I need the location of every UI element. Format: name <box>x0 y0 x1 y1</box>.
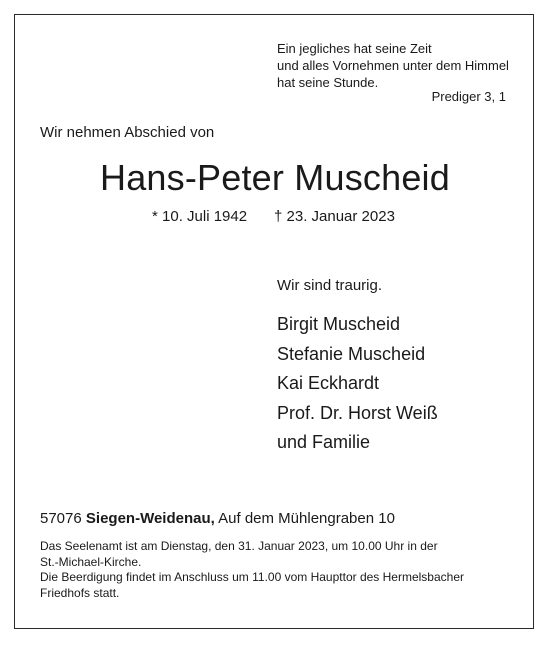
notice-line-3: Die Beerdigung findet im Anschluss um 11.00 vom Haupttor des Hermelsbacher <box>40 570 464 584</box>
mourner-name: Kai Eckhardt <box>277 373 380 393</box>
mourner-name: Birgit Muscheid <box>277 314 401 334</box>
street-address: Auf dem Mühlengraben 10 <box>218 510 395 527</box>
birth-date: * 10. Juli 1942 <box>152 208 248 225</box>
funeral-notice <box>40 539 464 601</box>
intro-text: Wir nehmen Abschied von <box>40 124 215 141</box>
family-address <box>40 510 395 527</box>
quote-line-3: hat seine Stunde. <box>277 75 379 90</box>
mourner-name: und Familie <box>277 432 371 452</box>
quote-line-1: Ein jegliches hat seine Zeit <box>277 41 432 56</box>
bible-quote <box>277 40 509 91</box>
postal-code: 57076 <box>40 510 82 527</box>
notice-line-2: St.-Michael-Kirche. <box>40 554 142 569</box>
notice-border <box>14 14 534 629</box>
death-date: † 23. Januar 2023 <box>274 208 395 225</box>
notice-line-4: Friedhofs statt. <box>40 585 120 600</box>
notice-line-1: Das Seelenamt ist am Dienstag, den 31. Januar 2023, um 10.00 Uhr in der <box>40 539 438 553</box>
mourner-name: Prof. Dr. Horst Weiß <box>277 402 438 423</box>
mourners-list <box>277 310 438 458</box>
deceased-name: Hans-Peter Muscheid <box>100 157 450 198</box>
quote-line-2: und alles Vornehmen unter dem Himmel <box>277 58 509 73</box>
mourner-name: Stefanie Muscheid <box>277 343 426 364</box>
city-name: Siegen-Weidenau, <box>85 510 215 527</box>
quote-source: Prediger 3, 1 <box>431 89 506 104</box>
sad-note: Wir sind traurig. <box>277 277 383 294</box>
